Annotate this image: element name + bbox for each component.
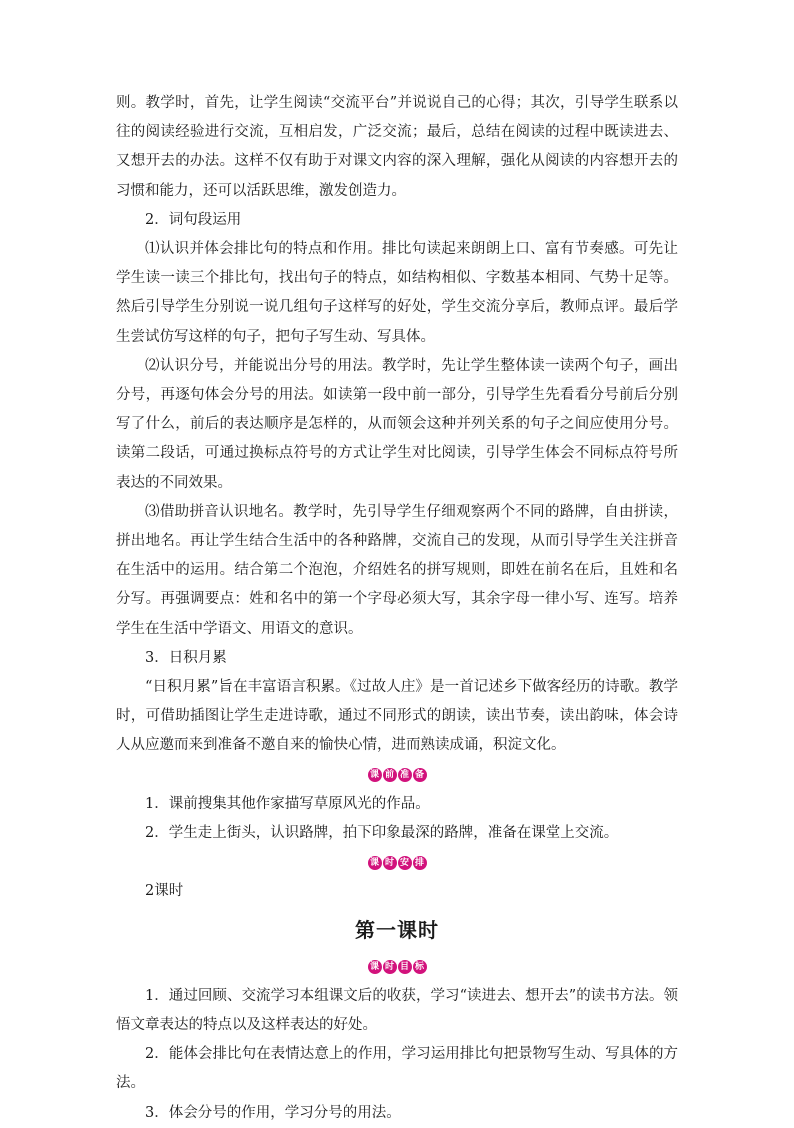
list-item: 1．通过回顾、交流学习本组课文后的收获，学习“读进去、想开去”的读书方法。领悟文章表达的特点以及这样表达的好处。 [116, 987, 678, 1034]
badge-char: 前 [383, 768, 397, 782]
paragraph-parallelism: ⑴认识并体会排比句的特点和作用。排比句读起来朗朗上口、富有节奏感。可先让学生读一读三个排比句，找出句子的特点，如结构相似、字数基本相同、气势十足等。然后引导学生分别说一说几组句子这样写的好处，学生交流分享后，教师点评。最后学生尝试仿写这样的句子，把句子写生动、写具体。 [116, 241, 678, 345]
badge-char: 排 [413, 856, 427, 870]
badge-char: 课 [368, 768, 382, 782]
badge-char: 标 [413, 960, 427, 974]
paragraph-continued: 则。教学时，首先，让学生阅读“交流平台”并说说自己的心得；其次，引导学生联系以往的阅读经验进行交流，互相启发，广泛交流；最后，总结在阅读的过程中既读进去、又想开去的办法。这样不仅有助于对课文内容的深入理解，强化从阅读的内容想开去的习惯和能力，还可以活跃思维，激发创造力。 [116, 95, 678, 199]
heading-word-sentence-usage: 2．词句段运用 [145, 211, 242, 228]
paragraph-pinyin-place-names: ⑶借助拼音认识地名。教学时，先引导学生仔细观察两个不同的路牌，自由拼读，拼出地名。再让学生结合生活中的各种路牌，交流自己的发现，从而引导学生关注拼音在生活中的运用。结合第二个泡泡，介绍姓名的拼写规则，即姓在前名在后，且姓和名分写。再强调要点：姓和名中的第一个字母必须大写，其余字母一律小写、连写。培养学生在生活中学语文、用语文的意识。 [116, 503, 678, 637]
list-item: 1．课前搜集其他作家描写草原风光的作品。 [145, 795, 430, 812]
badge-char: 课 [368, 856, 382, 870]
badge-goals [368, 960, 427, 974]
badge-prep [368, 768, 427, 782]
badge-char: 课 [368, 960, 382, 974]
badge-schedule-row [116, 848, 678, 877]
badge-char: 备 [413, 768, 427, 782]
list-item: 2．学生走上街头，认识路牌，拍下印象最深的路牌，准备在课堂上交流。 [145, 825, 619, 842]
document-body [116, 89, 678, 1128]
schedule-text: 2课时 [145, 883, 184, 900]
paragraph-semicolon: ⑵认识分号，并能说出分号的用法。教学时，先让学生整体读一读两个句子，画出分号，再逐句体会分号的用法。如读第一段中前一部分，引导学生先看看分号前后分别写了什么，前后的表达顺序是怎样的，从而领会这种并列关系的句子之间应使用分号。读第二段话，可通过换标点符号的方式让学生对比阅读，引导学生体会不同标点符号所表达的不同效果。 [116, 357, 678, 491]
badge-char: 准 [398, 768, 412, 782]
badge-char: 时 [383, 856, 397, 870]
badge-char: 时 [383, 960, 397, 974]
section-title: 第一课时 [355, 917, 439, 942]
badge-char: 安 [398, 856, 412, 870]
list-item: 3．体会分号的作用，学习分号的用法。 [145, 1104, 401, 1121]
badge-prep-row [116, 761, 678, 790]
badge-goals-row [116, 953, 678, 982]
paragraph-poem: “日积月累”旨在丰富语言积累。《过故人庄》是一首记述乡下做客经历的诗歌。教学时，可借助插图让学生走进诗歌，通过不同形式的朗读，读出节奏，读出韵味，体会诗人从应邀而来到准备不邀自来的愉快心情，进而熟读成诵，积淀文化。 [116, 679, 678, 754]
badge-char: 目 [398, 960, 412, 974]
badge-schedule [368, 856, 427, 870]
heading-daily-accumulation: 3．日积月累 [145, 649, 227, 666]
list-item: 2．能体会排比句在表情达意上的作用，学习运用排比句把景物写生动、写具体的方法。 [116, 1046, 678, 1092]
